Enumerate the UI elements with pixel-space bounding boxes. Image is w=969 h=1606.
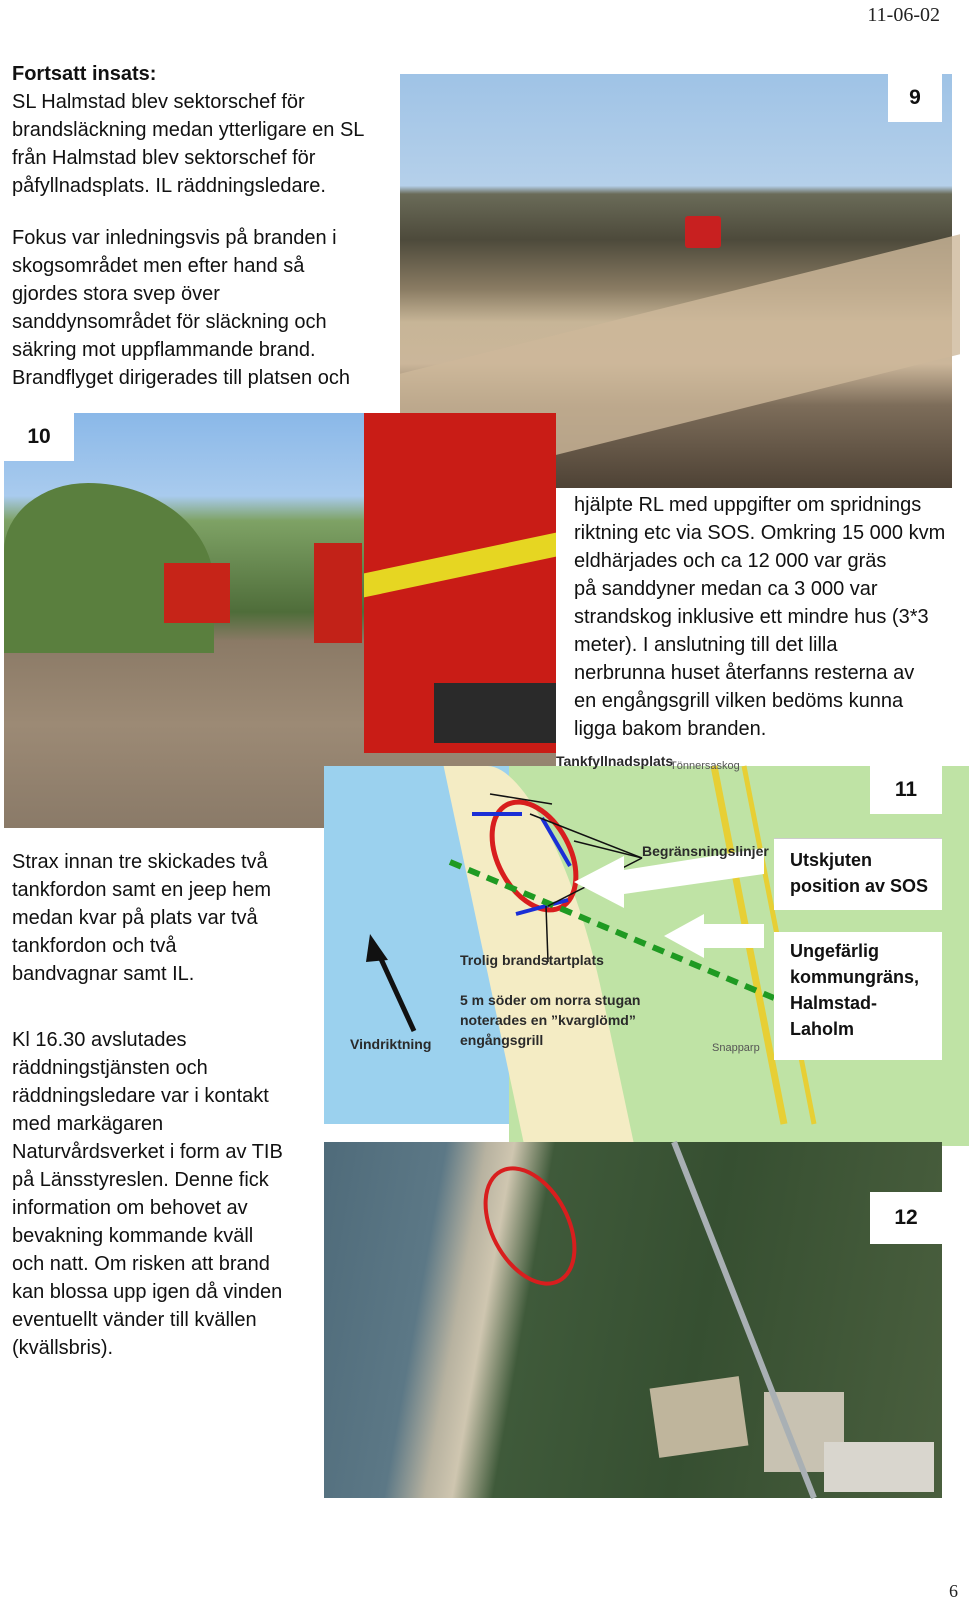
text-line: Fokus var inledningsvis på branden i <box>12 227 337 249</box>
fire-truck-mid <box>314 543 362 643</box>
text-line: skogsområdet men efter hand så <box>12 255 305 277</box>
fire-truck-distant <box>685 216 721 248</box>
text-line: räddningstjänsten och <box>12 1057 208 1079</box>
satellite-image <box>324 1142 942 1498</box>
text-line: en engångsgrill vilken bedöms kunna <box>574 690 904 712</box>
text-line: riktning etc via SOS. Omkring 15 000 kvm <box>574 522 946 544</box>
truck-grill <box>434 683 556 743</box>
intro-line: från Halmstad blev sektorschef för <box>12 147 316 169</box>
text-line: information om behovet av <box>12 1197 248 1219</box>
satellite-overlay <box>324 1142 942 1498</box>
text-line: sanddynsområdet för släckning och <box>12 311 327 333</box>
text-line: (kvällsbris). <box>12 1337 114 1359</box>
pointer-line <box>574 841 642 858</box>
map-place-name: Tönnersaskog <box>670 760 740 772</box>
map-label-limits: Begränsningslinjer <box>642 843 769 859</box>
text-line: tankfordon och två <box>12 935 177 957</box>
figure-number-12: 12 <box>870 1192 942 1244</box>
text-line: Naturvårdsverket i form av TIB <box>12 1141 283 1163</box>
text-line: medan kvar på plats var två <box>12 907 258 929</box>
intro-line: påfyllnadsplats. IL räddningsledare. <box>12 175 326 197</box>
map-label-wind: Vindriktning <box>350 1036 432 1052</box>
callout-line: Ungefärlig <box>790 941 880 961</box>
map-label-start: Trolig brandstartplats <box>460 952 604 968</box>
pointer-line <box>530 814 642 858</box>
text-line: bandvagnar samt IL. <box>12 963 195 985</box>
text-line: på Länsstyreslen. Denne fick <box>12 1169 269 1191</box>
callout-line: Laholm <box>790 1019 855 1039</box>
text-line: eventuellt vänder till kvällen <box>12 1309 257 1331</box>
text-line: räddningsledare var i kontakt <box>12 1085 269 1107</box>
text-line: ligga bakom branden. <box>574 718 767 740</box>
road-line <box>674 1142 814 1498</box>
map-place-name: Snapparp <box>712 1042 760 1054</box>
text-line: eldhärjades och ca 12 000 var gräs <box>574 550 887 572</box>
text-line: och natt. Om risken att brand <box>12 1253 270 1275</box>
map-label-grill: noterades en ”kvarglömd” <box>460 1012 636 1028</box>
figure-number-9: 9 <box>888 74 942 122</box>
text-line: tankfordon samt en jeep hem <box>12 879 272 901</box>
left-paragraph-1 <box>12 848 312 988</box>
text-line: Kl 16.30 avslutades <box>12 1029 187 1051</box>
text-line: säkring mot uppflammande brand. <box>12 339 316 361</box>
text-line: Brandflyget dirigerades till platsen och <box>12 367 350 389</box>
callout-line: Halmstad- <box>790 993 878 1013</box>
continuation-paragraph <box>574 491 958 743</box>
left-paragraph-2 <box>12 1026 317 1362</box>
map-label-tank: Tankfyllnadsplats <box>556 753 674 769</box>
callout-line: position av SOS <box>790 876 929 896</box>
callout-border <box>774 932 942 1060</box>
callout-line: kommungräns, <box>790 967 920 987</box>
intro-block <box>12 60 392 200</box>
text-line: kan blossa upp igen då vinden <box>12 1281 283 1303</box>
focus-paragraph <box>12 224 392 392</box>
text-line: bevakning kommande kväll <box>12 1225 254 1247</box>
map-label-grill: engångsgrill <box>460 1032 544 1048</box>
fire-truck-far <box>164 563 230 623</box>
page-date: 11-06-02 <box>867 4 940 26</box>
text-line: Strax innan tre skickades två <box>12 851 268 873</box>
figure-number-10: 10 <box>4 413 74 461</box>
text-line: gjordes stora svep över <box>12 283 220 305</box>
map-label-grill: 5 m söder om norra stugan <box>460 992 641 1008</box>
callout-sos <box>774 838 942 910</box>
figure-number-11: 11 <box>870 766 942 814</box>
page-number: 6 <box>949 1581 958 1601</box>
fire-area-ellipse <box>475 788 593 924</box>
fire-area-ellipse <box>467 1153 592 1298</box>
text-line: meter). I anslutning till det lilla <box>574 634 838 656</box>
text-line: hjälpte RL med uppgifter om spridnings <box>574 494 922 516</box>
wind-arrow-head <box>366 934 388 962</box>
text-line: med markägaren <box>12 1113 164 1135</box>
intro-line: brandsläckning medan ytterligare en SL <box>12 119 365 141</box>
intro-heading: Fortsatt insats: <box>12 63 157 85</box>
callout-line: Utskjuten <box>790 850 873 870</box>
text-line: nerbrunna huset återfanns resterna av <box>574 662 915 684</box>
text-line: på sanddyner medan ca 3 000 var <box>574 578 878 600</box>
intro-line: SL Halmstad blev sektorschef för <box>12 91 305 113</box>
text-line: strandskog inklusive ett mindre hus (3*3 <box>574 606 929 628</box>
